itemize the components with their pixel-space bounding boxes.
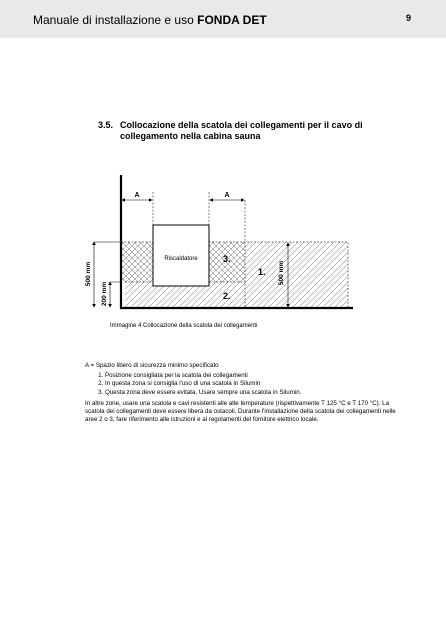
list-item: 2. In questa zona si consiglia l'uso di una scatola in Silumin	[105, 380, 405, 388]
dim-left-outer-label: 500 mm	[85, 261, 92, 287]
dim-left-inner-label: 200 mm	[101, 281, 108, 307]
page-number: 9	[406, 13, 412, 23]
zone-2-label: 2.	[223, 291, 231, 301]
section-number: 3.5.	[98, 120, 114, 130]
label-a-right: A	[224, 192, 230, 199]
zone-3-label: 3.	[223, 254, 231, 264]
zone-1-label: 1.	[258, 267, 266, 277]
legend-a: A = Spazio libero di sicurezza minimo specificato	[85, 362, 219, 369]
dim-right-label: 500 mm	[278, 260, 285, 286]
product-name: FONDA DET	[197, 13, 267, 27]
zone-list	[85, 372, 405, 397]
document-title: Manuale di installazione e uso FONDA DET	[33, 13, 267, 27]
label-a-left: A	[134, 192, 140, 199]
figure-caption: Immagine 4 Collocazione della scatola dei collegamenti	[110, 323, 258, 329]
list-item: 1. Posizione consigliata per la scatola dei collegamenti	[105, 372, 405, 380]
notes	[85, 362, 405, 424]
heater-label: Riscaldatore	[164, 256, 198, 262]
list-item: 3. Questa zona deve essere evitata. Usare sempre una scatola in Silumin.	[105, 389, 405, 397]
instructions-paragraph: In altre zone, usare una scatola e cavi resistenti alle alte temperature (rispettivamente T 125 °C e T 170 °C). La scatola dei collegamenti deve essere libera da ostacoli. Durante l'installazione della scatola dei collegamenti nelle aree 2 o 3, fare riferimento alle istruzioni e ai regolamenti del fornitore elettrico locale.	[85, 399, 396, 424]
section-title: Collocazione della scatola dei collegamenti per il cavo di collegamento nella cabina sauna	[120, 120, 363, 141]
